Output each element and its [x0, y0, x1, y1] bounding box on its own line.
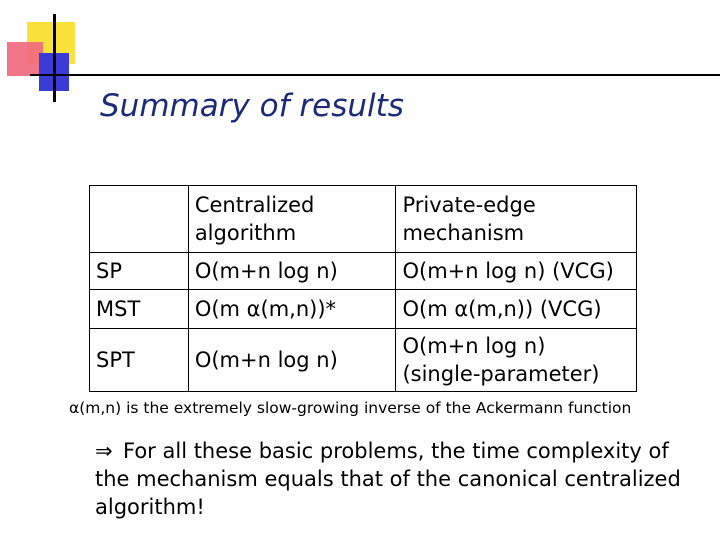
table-header-row	[90, 186, 637, 253]
table-row-spt	[90, 329, 637, 392]
cell-centralized: O(m+n log n)	[188, 329, 396, 392]
cell-problem: SPT	[90, 329, 189, 392]
implies-arrow-icon: ⇒	[95, 439, 113, 463]
cell-problem: SP	[90, 253, 189, 290]
logo-red-square	[7, 42, 43, 76]
ackermann-footnote: α(m,n) is the extremely slow-growing inverse of the Ackermann function	[69, 399, 632, 417]
cell-mechanism: O(m+n log n) (VCG)	[396, 253, 637, 290]
table-row-sp	[90, 253, 637, 290]
results-table	[89, 185, 637, 392]
cell-problem: MST	[90, 290, 189, 329]
header-cell-centralized: Centralized algorithm	[188, 186, 396, 253]
conclusion-text: For all these basic problems, the time complexity of the mechanism equals that of the canonical centralized algorithm!	[95, 439, 681, 519]
header-cell-empty	[90, 186, 189, 253]
logo-vertical-line	[53, 14, 56, 102]
header-cell-mechanism: Private-edge mechanism	[396, 186, 637, 253]
conclusion-paragraph	[95, 437, 695, 521]
slide-title: Summary of results	[100, 88, 404, 124]
title-rule-line	[30, 74, 720, 76]
cell-centralized: O(m α(m,n))*	[188, 290, 396, 329]
cell-centralized: O(m+n log n)	[188, 253, 396, 290]
cell-mechanism: O(m+n log n) (single-parameter)	[396, 329, 637, 392]
cell-mechanism: O(m α(m,n)) (VCG)	[396, 290, 637, 329]
table-row-mst	[90, 290, 637, 329]
